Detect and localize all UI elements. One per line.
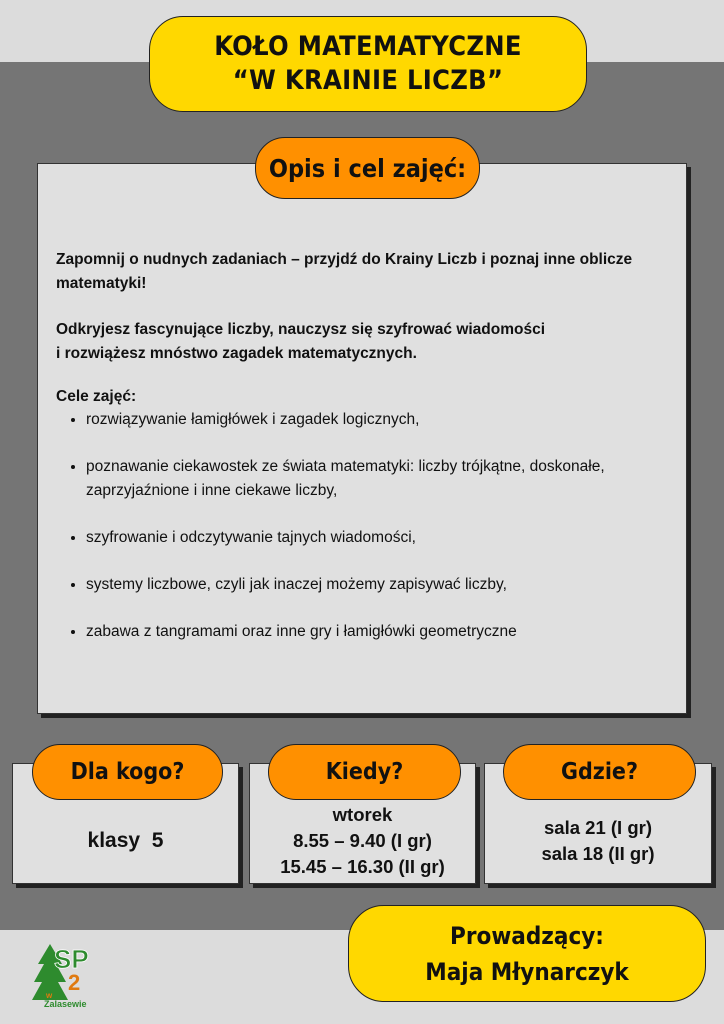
discover-line-1: Odkryjesz fascynujące liczby, nauczysz się szyfrować wiadomości [56, 321, 546, 338]
school-logo [32, 938, 104, 1010]
who-label-text: Dla kogo? [70, 759, 185, 785]
logo-number: 2 [68, 970, 81, 995]
leader-banner [348, 905, 706, 1002]
intro-paragraph: Zapomnij o nudnych zadaniach – przyjdź do Krainy Liczb i poznaj inne oblicze matematyki! [56, 251, 633, 292]
logo-w: w [46, 991, 53, 1000]
discover-paragraph [56, 318, 668, 366]
where-label [503, 744, 696, 800]
when-time-1: 8.55 – 9.40 (I gr) [293, 829, 432, 851]
where-room-1: sala 21 (I gr) [544, 816, 652, 838]
where-label-text: Gdzie? [561, 759, 638, 785]
goal-item: • systemy liczbowe, czyli jak inaczej możemy zapisywać liczby, [86, 573, 668, 597]
goals-list [56, 408, 668, 644]
description-panel [37, 163, 687, 714]
description-label-text: Opis i cel zajęć: [268, 153, 467, 183]
goal-item: • rozwiązywanie łamigłówek i zagadek logicznych, [86, 408, 668, 432]
leader-label: Prowadzący: [450, 921, 604, 950]
who-value: klasy 5 [87, 828, 164, 852]
description-label [255, 137, 480, 199]
when-day: wtorek [332, 803, 393, 825]
goals-title: Cele zajęć: [56, 388, 137, 405]
who-label [32, 744, 223, 800]
leader-name: Maja Młynarczyk [425, 957, 629, 986]
discover-line-2: i rozwiążesz mnóstwo zagadek matematycznych. [56, 345, 417, 362]
when-label-text: Kiedy? [325, 759, 404, 785]
goal-item: • szyfrowanie i odczytywanie tajnych wiadomości, [86, 526, 668, 550]
title-line-1: KOŁO MATEMATYCZNE [214, 31, 522, 62]
where-room-2: sala 18 (II gr) [541, 842, 655, 864]
title-line-2: “W KRAINIE LICZB” [232, 65, 504, 96]
logo-town: Zalasewie [44, 999, 87, 1009]
goal-item: • poznawanie ciekawostek ze świata matematyki: liczby trójkątne, doskonałe, zaprzyjaźnione i inne ciekawe liczby, [86, 455, 668, 503]
when-label [268, 744, 461, 800]
goal-item: • zabawa z tangramami oraz inne gry i łamigłówki geometryczne [86, 620, 668, 644]
title-banner [149, 16, 587, 112]
logo-sp: SP [54, 944, 89, 974]
when-time-2: 15.45 – 16.30 (II gr) [280, 855, 445, 877]
